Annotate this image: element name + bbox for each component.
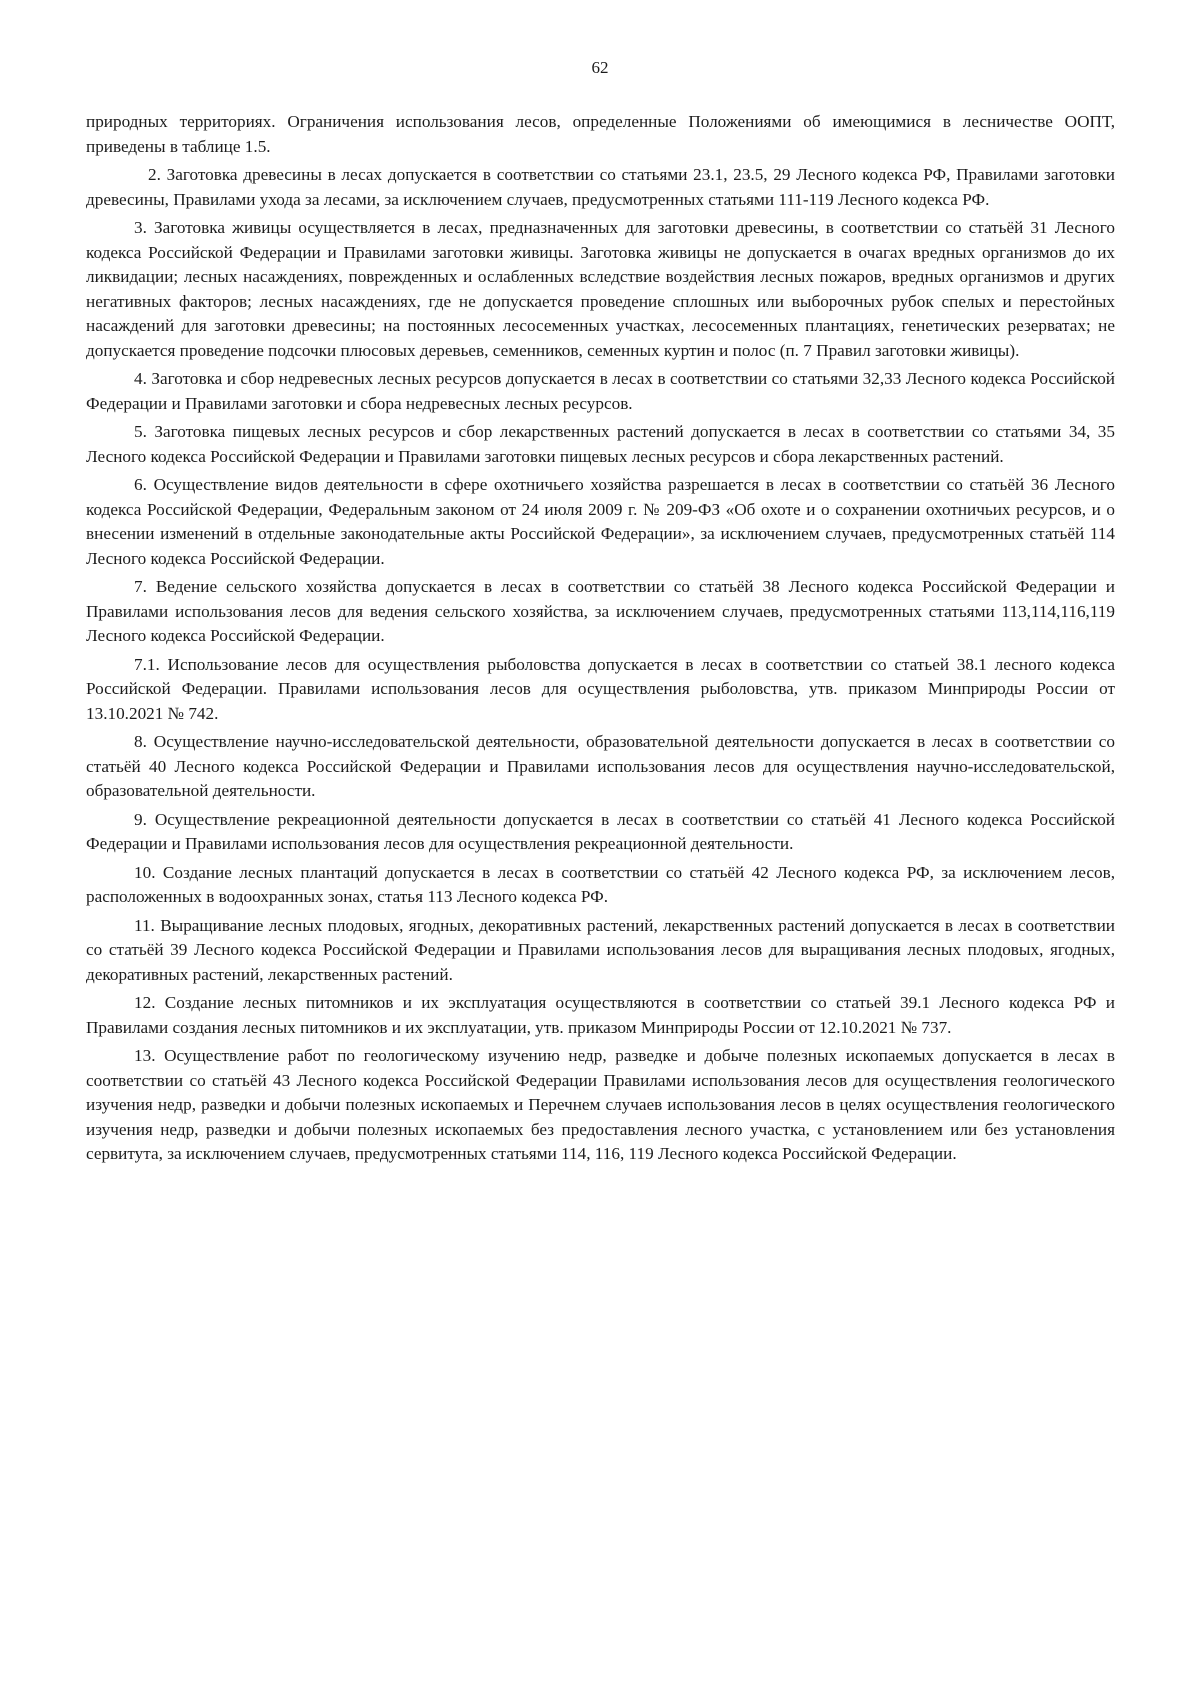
document-body bbox=[86, 110, 1115, 1171]
paragraph-continuation: природных территориях. Ограничения использования лесов, определенные Положениями об имеющимися в лесничестве ООПТ, приведены в таблице 1.5. bbox=[86, 112, 1115, 156]
paragraph-11-cultivation: 11. Выращивание лесных плодовых, ягодных, декоративных растений, лекарственных растений допускается в лесах в соответствии со статьёй 39 Лесного кодекса Российской Федерации и Правилами использования лесов для выращивания лесных плодовых, ягодных, декоративных растений, лекарственных растений. bbox=[86, 915, 1115, 984]
paragraph-8-research: 8. Осуществление научно-исследовательской деятельности, образовательной деятельности допускается в лесах в соответствии со статьёй 40 Лесного кодекса Российской Федерации и Правилами использования лесов для осуществления научно-исследовательской, образовательной деятельности. bbox=[86, 732, 1115, 800]
paragraph-13-geology: 13. Осуществление работ по геологическому изучению недр, разведке и добыче полезных ископаемых допускается в лесах в соответствии со статьёй 43 Лесного кодекса Российской Федерации Правилами использования лесов для осуществления геологического изучения недр, разведки и добычи полезных ископаемых и Перечнем случаев использования лесов в целях осуществления геологического изучения недр, разведки и добычи полезных ископаемых без предоставления лесного участка, с установлением или без установления сервитута, за исключением случаев, предусмотренных статьями 114, 116, 119 Лесного кодекса Российской Федерации. bbox=[86, 1046, 1115, 1163]
paragraph-6-hunting: 6. Осуществление видов деятельности в сфере охотничьего хозяйства разрешается в лесах в соответствии со статьёй 36 Лесного кодекса Российской Федерации, Федеральным законом от 24 июля 2009 г. № 209-ФЗ «Об охоте и о сохранении охотничьих ресурсов, и о внесении изменений в отдельные законодательные акты Российской Федерации», за исключением случаев, предусмотренных статьёй 114 Лесного кодекса Российской Федерации. bbox=[86, 475, 1115, 568]
paragraph-2-timber-harvesting: 2. Заготовка древесины в лесах допускается в соответствии со статьями 23.1, 23.5, 29 Лесного кодекса РФ, Правилами заготовки древесины, Правилами ухода за лесами, за исключением случаев, предусмотренных статьями 111-119 Лесного кодекса РФ. bbox=[86, 165, 1115, 209]
paragraph-12-nurseries: 12. Создание лесных питомников и их эксплуатация осуществляются в соответствии со статьей 39.1 Лесного кодекса РФ и Правилами создания лесных питомников и их эксплуатации, утв. приказом Минприроды России от 12.10.2021 № 737. bbox=[86, 993, 1115, 1037]
paragraph-9-recreation: 9. Осуществление рекреационной деятельности допускается в лесах в соответствии со статьёй 41 Лесного кодекса Российской Федерации и Правилами использования лесов для осуществления рекреационной деятельности. bbox=[86, 809, 1115, 853]
paragraph-5-food-resources: 5. Заготовка пищевых лесных ресурсов и сбор лекарственных растений допускается в лесах в соответствии со статьями 34, 35 Лесного кодекса Российской Федерации и Правилами заготовки пищевых лесных ресурсов и сбора лекарственных растений. bbox=[86, 422, 1115, 466]
paragraph-7-agriculture: 7. Ведение сельского хозяйства допускается в лесах в соответствии со статьёй 38 Лесного кодекса Российской Федерации и Правилами использования лесов для ведения сельского хозяйства, за исключением случаев, предусмотренных статьями 113,114,116,119 Лесного кодекса Российской Федерации. bbox=[86, 577, 1115, 645]
paragraph-10-plantations: 10. Создание лесных плантаций допускается в лесах в соответствии со статьёй 42 Лесного кодекса РФ, за исключением лесов, расположенных в водоохранных зонах, статья 113 Лесного кодекса РФ. bbox=[86, 862, 1115, 906]
page-number: 62 bbox=[591, 58, 609, 77]
paragraph-4-non-timber-resources: 4. Заготовка и сбор недревесных лесных ресурсов допускается в лесах в соответствии со статьями 32,33 Лесного кодекса Российской Федерации и Правилами заготовки и сбора недревесных лесных ресурсов. bbox=[86, 369, 1115, 413]
paragraph-3-resin-harvesting: 3. Заготовка живицы осуществляется в лесах, предназначенных для заготовки древесины, в соответствии со статьёй 31 Лесного кодекса Российской Федерации и Правилами заготовки живицы. Заготовка живицы не допускается в очагах вредных организмов до их ликвидации; лесных насаждениях, поврежденных и ослабленных вследствие воздействия лесных пожаров, вредных организмов и других негативных факторов; лесных насаждениях, где не допускается проведение сплошных или выборочных рубок спелых и перестойных насаждений для заготовки древесины; на постоянных лесосеменных участках, лесосеменных плантациях, генетических резерватах; не допускается проведение подсочки плюсовых деревьев, семенников, семенных куртин и полос (п. 7 Правил заготовки живицы). bbox=[86, 218, 1115, 360]
paragraph-7-1-fishing: 7.1. Использование лесов для осуществления рыболовства допускается в лесах в соответствии со статьей 38.1 лесного кодекса Российской Федерации. Правилами использования лесов для осуществления рыболовства, утв. приказом Минприроды России от 13.10.2021 № 742. bbox=[86, 654, 1115, 723]
